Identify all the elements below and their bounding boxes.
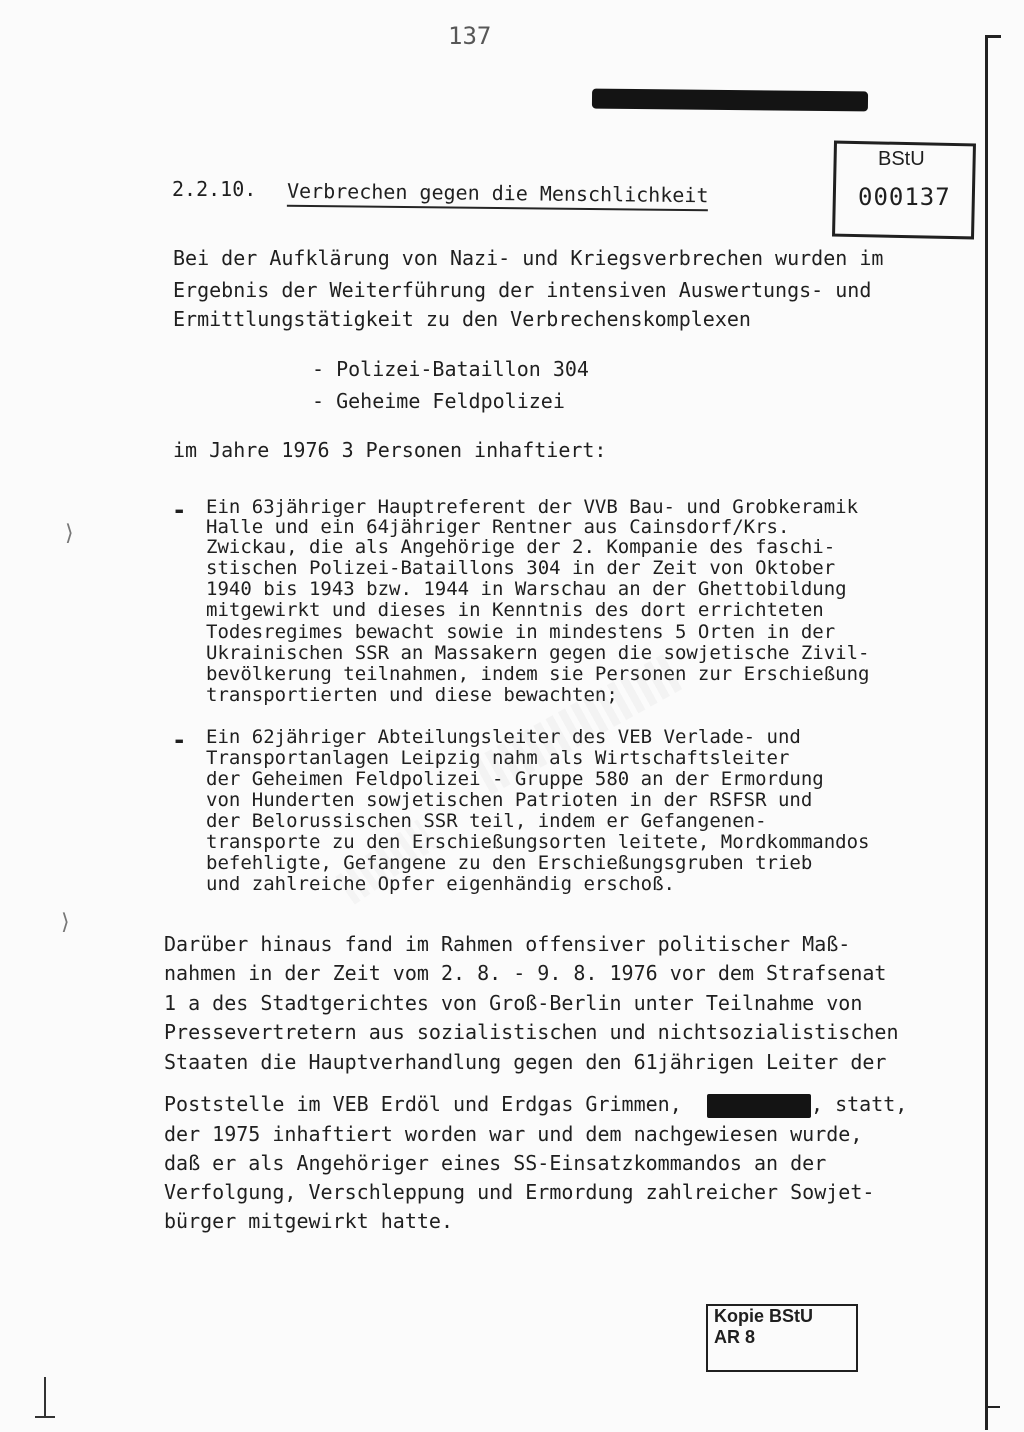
intro-line-2: Ergebnis der Weiterführung der intensiven Auswertungs- und (173, 278, 872, 302)
closing-line-4: Pressevertretern aus sozialistischen und nichtsozialistischen (164, 1020, 899, 1044)
redaction-bar-top (592, 89, 868, 112)
bullet-1-line-8: Ukrainischen SSR an Massakern gegen die sowjetische Zivil- (206, 642, 870, 664)
punch-hole-mark-upper: ⟩ (65, 521, 74, 546)
closing-line-6-right: , statt, (811, 1092, 908, 1116)
summary-line: im Jahre 1976 3 Personen inhaftiert: (173, 438, 607, 462)
copy-stamp-line-2: AR 8 (714, 1327, 756, 1347)
closing-line-1: Darüber hinaus fand im Rahmen offensiver politischer Maß- (164, 932, 851, 956)
bullet-1-line-5: 1940 bis 1943 bzw. 1944 in Warschau an der Ghettobildung (206, 578, 847, 600)
page-edge-bottom-corner (985, 1406, 1000, 1408)
bullet-2-line-8: und zahlreiche Opfer eigenhändig erschoß. (206, 873, 675, 895)
intro-line-3: Ermittlungstätigkeit zu den Verbrechenskomplexen (173, 307, 751, 331)
bullet-1-line-1: Ein 63jähriger Hauptreferent der VVB Bau- und Grobkeramik (206, 496, 859, 518)
closing-line-6-left: Poststelle im VEB Erdöl und Erdgas Grimmen, (164, 1092, 682, 1116)
bullet-1-line-3: Zwickau, die als Angehörige der 2. Kompanie des faschi- (206, 536, 836, 558)
closing-line-3: 1 a des Stadtgerichtes von Groß-Berlin unter Teilnahme von (164, 991, 863, 1015)
section-title: Verbrechen gegen die Menschlichkeit (287, 179, 709, 211)
complex-item-1: - Polizei-Bataillon 304 (312, 357, 589, 381)
page-edge-top-corner (985, 35, 1001, 38)
bullet-1-line-7: Todesregimes bewacht sowie in mindestens 5 Orten in der (206, 621, 836, 643)
bullet-1-line-2: Halle und ein 64jähriger Rentner aus Cainsdorf/Krs. (206, 516, 790, 538)
page-edge-right (985, 35, 988, 1430)
bullet-2-line-3: der Geheimen Feldpolizei - Gruppe 580 an der Ermordung (206, 768, 824, 790)
copy-stamp-line-1: Kopie BStU (714, 1306, 813, 1326)
bullet-1-line-10: transportierten und diese bewachten; (206, 684, 618, 706)
bullet-1-line-9: bevölkerung teilnahmen, indem sie Personen zur Erschießung (206, 663, 870, 685)
bullet-2-line-7: befehligte, Gefangene zu den Erschießungsgruben trieb (206, 852, 813, 874)
bullet-1-line-4: stischen Polizei-Bataillons 304 in der Zeit von Oktober (206, 557, 836, 579)
bstu-stamp-number: 000137 (858, 183, 951, 211)
bullet-2-line-5: der Belorussischen SSR teil, indem er Gefangenen- (206, 810, 767, 832)
bstu-stamp-label: BStU (878, 148, 925, 170)
intro-line-1: Bei der Aufklärung von Nazi- und Kriegsverbrechen wurden im (173, 246, 884, 270)
bullet-dash-2: - (172, 726, 187, 754)
redaction-bar-name (707, 1094, 811, 1118)
bullet-1-line-6: mitgewirkt und dieses in Kenntnis des dort errichteten (206, 599, 824, 621)
bullet-2-line-6: transporte zu den Erschießungsorten leitete, Mordkommandos (206, 831, 870, 853)
punch-hole-mark-lower: ⟩ (61, 910, 70, 935)
page-number: 137 (448, 22, 492, 50)
closing-line-10: bürger mitgewirkt hatte. (164, 1209, 453, 1233)
closing-line-8: daß er als Angehöriger eines SS-Einsatzkommandos an der (164, 1151, 827, 1175)
bullet-2-line-2: Transportanlagen Leipzig nahm als Wirtschaftsleiter (206, 747, 790, 769)
left-margin-mark-base (35, 1416, 55, 1418)
bullet-dash-1: - (172, 496, 187, 524)
left-margin-mark (44, 1377, 46, 1417)
section-number: 2.2.10. (172, 177, 257, 201)
closing-line-5: Staaten die Hauptverhandlung gegen den 61jährigen Leiter der (164, 1050, 887, 1074)
closing-line-9: Verfolgung, Verschleppung und Ermordung zahlreicher Sowjet- (164, 1180, 875, 1204)
complex-item-2: - Geheime Feldpolizei (312, 389, 565, 413)
closing-line-2: nahmen in der Zeit vom 2. 8. - 9. 8. 1976 vor dem Strafsenat (164, 961, 887, 985)
bullet-2-line-4: von Hunderten sowjetischen Patrioten in der RSFSR und (206, 789, 813, 811)
bullet-2-line-1: Ein 62jähriger Abteilungsleiter des VEB Verlade- und (206, 726, 801, 748)
closing-line-7: der 1975 inhaftiert worden war und dem nachgewiesen wurde, (164, 1122, 863, 1146)
